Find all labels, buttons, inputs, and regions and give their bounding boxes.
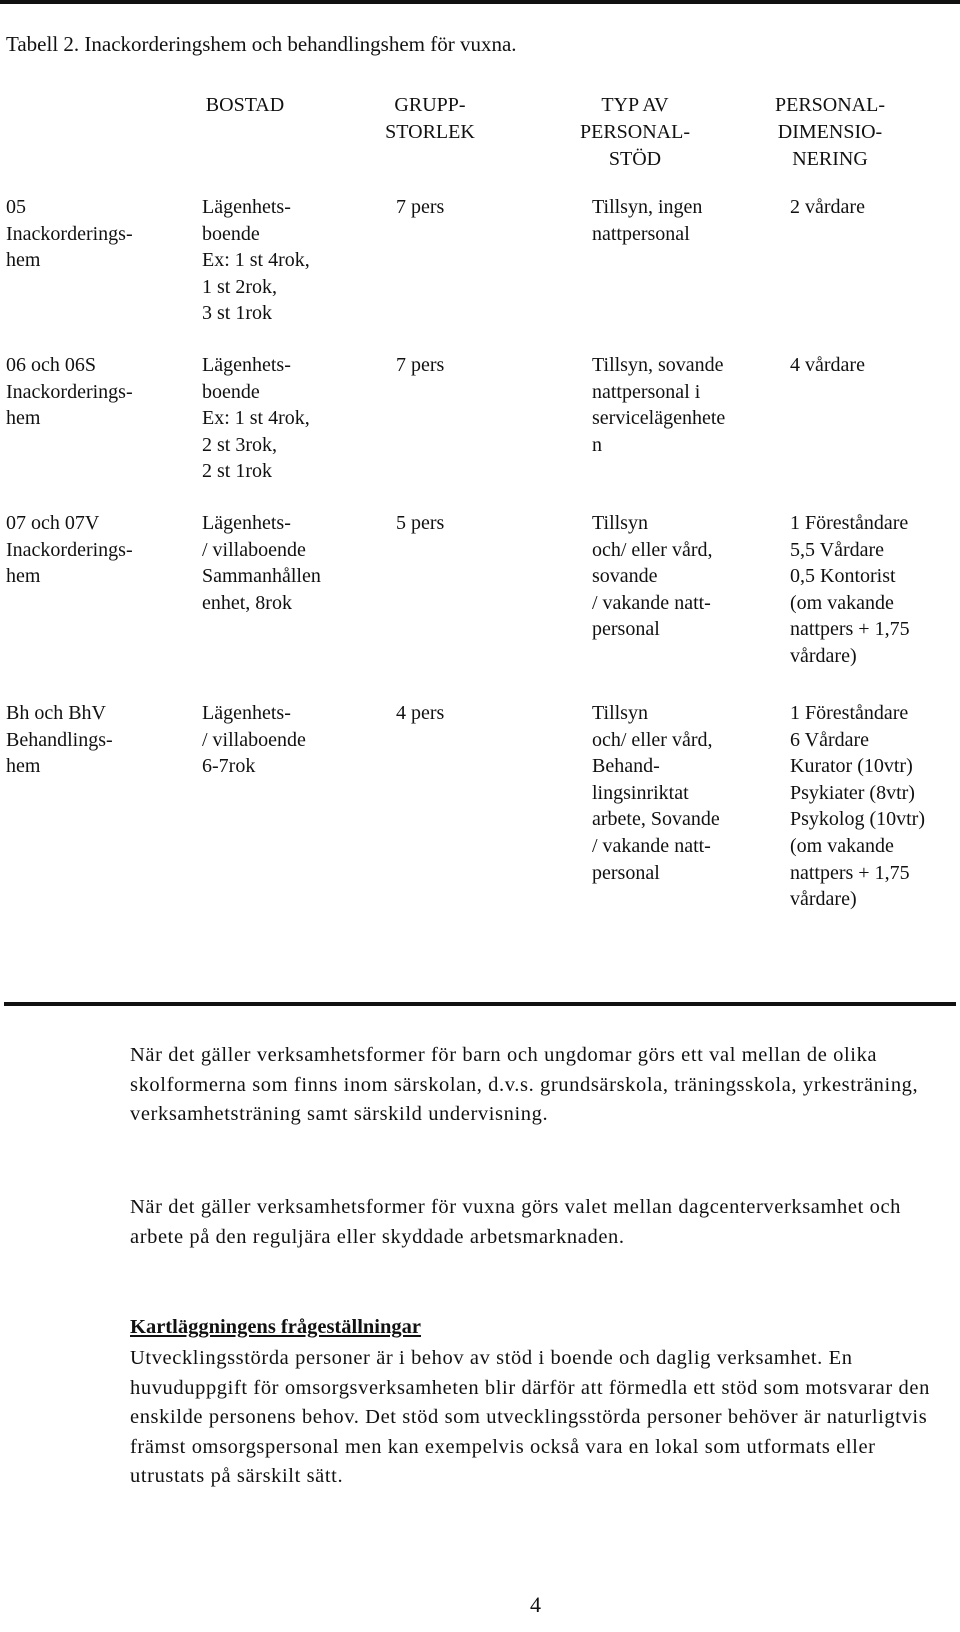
header-personaldimensionering: PERSONAL- DIMENSIO- NERING [774, 94, 885, 170]
row-07-typ: Tillsyn och/ eller vård, sovande / vakande natt- personal [592, 512, 713, 641]
paragraph-kartlaggning: Utvecklingsstörda personer är i behov av stöd i boende och daglig verksamhet. En huvuduppgift för omsorgsverksamheten blir därför att förmedla ett stöd som motsvarar den enskilde personens behov. Det stöd som utvecklingsstörda personer behöver är naturligtvis främst omsorgspersonal men kan exempelvis också vara en lokal som utformats eller utrustats på särskilt sätt. [130, 1347, 930, 1487]
row-bh-personal: 1 Föreståndare 6 Vårdare Kurator (10vtr) Psykiater (8vtr) Psykolog (10vtr) (om vakande nattpers + 1,75 vårdare) [790, 702, 925, 911]
paragraph-vuxna: När det gäller verksamhetsformer för vuxna görs valet mellan dagcenterverksamhet och arbete på den reguljära eller skyddade arbetsmarknaden. [130, 1196, 902, 1248]
row-05-personal: 2 vårdare [790, 196, 865, 218]
header-bostad: BOSTAD [205, 94, 285, 116]
row-07-enhet: 07 och 07V Inackorderings- hem [6, 512, 133, 588]
row-05-grupp: 7 pers [396, 196, 445, 218]
row-bh-bostad: Lägenhets- / villaboende 6-7rok [202, 702, 306, 778]
header-typ-av-personalstod: TYP AV PERSONAL- STÖD [579, 94, 690, 170]
section-heading: Kartläggningens frågeställningar [130, 1316, 421, 1338]
table-caption: Tabell 2. Inackorderingshem och behandlingshem för vuxna. [6, 32, 517, 56]
row-06-bostad: Lägenhets- boende Ex: 1 st 4rok, 2 st 3rok, 2 st 1rok [202, 354, 310, 483]
row-07-personal: 1 Föreståndare 5,5 Vårdare 0,5 Kontorist (om vakande nattpers + 1,75 vårdare) [790, 512, 910, 667]
paragraph-barn-ungdomar: När det gäller verksamhetsformer för barn och ungdomar görs ett val mellan de olika skolformerna som finns inom särskolan, d.v.s. grundsärskola, träningsskola, yrkesträning, verksamhetsträning samt särskild undervisning. [130, 1044, 919, 1125]
row-bh-grupp: 4 pers [396, 702, 445, 724]
row-07-grupp: 5 pers [396, 512, 445, 534]
row-bh-enhet: Bh och BhV Behandlings- hem [6, 702, 113, 778]
page-number: 4 [530, 1592, 541, 1617]
top-rule [0, 0, 960, 4]
row-05-bostad: Lägenhets- boende Ex: 1 st 4rok, 1 st 2rok, 3 st 1rok [202, 196, 310, 325]
row-05-typ: Tillsyn, ingen nattpersonal [592, 196, 703, 245]
row-06-enhet: 06 och 06S Inackorderings- hem [6, 354, 133, 430]
header-gruppstorlek: GRUPP- STORLEK [385, 94, 475, 143]
row-06-typ: Tillsyn, sovande nattpersonal i servicelägenhete n [592, 354, 726, 456]
row-06-personal: 4 vårdare [790, 354, 865, 376]
row-05-enhet: 05 Inackorderings- hem [6, 196, 133, 272]
row-06-grupp: 7 pers [396, 354, 445, 376]
row-07-bostad: Lägenhets- / villaboende Sammanhållen enhet, 8rok [202, 512, 321, 614]
section-divider [4, 1002, 956, 1006]
row-bh-typ: Tillsyn och/ eller vård, Behand- lingsinriktat arbete, Sovande / vakande natt- personal [592, 702, 720, 884]
